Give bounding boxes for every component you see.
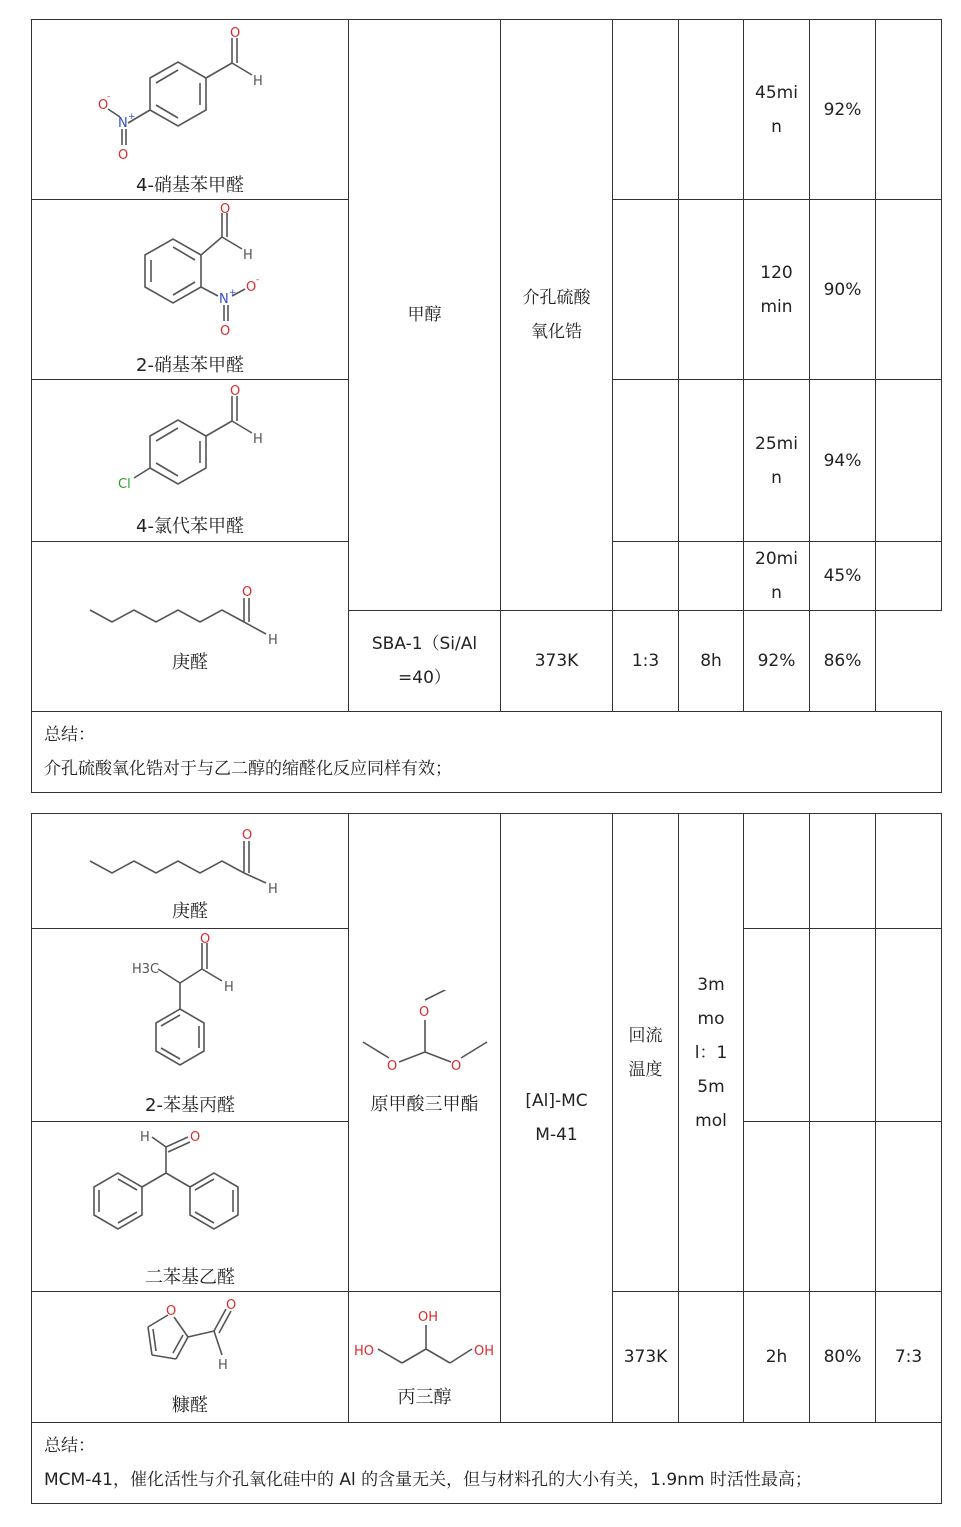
time-cell: 20min: [744, 542, 810, 611]
selectivity-cell: [876, 929, 942, 1122]
svg-text:O: O: [118, 147, 129, 163]
reagent-name: 丙三醇: [397, 1387, 452, 1408]
heptanal-structure: [80, 580, 300, 650]
reagent-cell: [349, 1292, 501, 1423]
selectivity-cell: [876, 814, 942, 929]
svg-text:O: O: [226, 1298, 237, 1313]
time-cell: 2h: [744, 1292, 810, 1423]
svg-text:O: O: [220, 323, 231, 339]
compound-name: 庚醛: [172, 901, 208, 922]
trimethyl-orthoformate-structure: [355, 990, 495, 1080]
svg-text:H: H: [268, 632, 278, 648]
table-1: [31, 19, 942, 793]
svg-text:H: H: [253, 431, 263, 447]
compound-cell: [32, 1122, 349, 1292]
diphenylacetaldehyde-structure: [90, 1125, 290, 1265]
time-cell: 120 min: [744, 200, 810, 380]
reagent-cell: [349, 814, 501, 1292]
compound-cell: [32, 1292, 349, 1423]
svg-text:H: H: [268, 882, 278, 897]
temp-cell: 373K: [501, 611, 613, 712]
compound-name: 2-苯基丙醛: [145, 1095, 235, 1116]
summary-text: MCM-41，催化活性与介孔氧化硅中的 Al 的含量无关，但与材料孔的大小有关，1.9nm 时活性最高；: [44, 1470, 812, 1490]
selectivity-cell: [876, 20, 942, 200]
yield-cell: [810, 814, 876, 929]
temp-cell: [613, 200, 679, 380]
yield-cell: [810, 1122, 876, 1292]
ratio-cell: [679, 200, 744, 380]
compound-cell: [32, 929, 349, 1122]
svg-text:O: O: [246, 279, 257, 295]
compound-name: 糠醛: [172, 1395, 208, 1416]
svg-text:H: H: [140, 1129, 150, 1145]
yield-cell: 80%: [810, 1292, 876, 1423]
compound-cell: [32, 814, 349, 929]
heptanal-structure: [80, 819, 300, 899]
svg-text:H: H: [224, 980, 234, 995]
temp-cell: [613, 542, 679, 611]
summary-row: [32, 1423, 942, 1504]
time-cell: [744, 814, 810, 929]
compound-cell: [32, 380, 349, 542]
compound-cell: [32, 542, 349, 712]
svg-text:-: -: [256, 274, 260, 285]
summary-cell: [32, 712, 942, 793]
compound-cell: [32, 200, 349, 380]
2-nitrobenzaldehyde-structure: [90, 203, 290, 353]
reagent-name: 原甲酸三甲酯: [370, 1093, 479, 1115]
furfural-structure: [90, 1297, 290, 1393]
time-cell: 25min: [744, 380, 810, 542]
ratio-cell: [679, 20, 744, 200]
svg-text:H: H: [218, 1358, 228, 1373]
yield-cell: 92%: [810, 20, 876, 200]
svg-text:O: O: [200, 933, 211, 947]
svg-text:O: O: [166, 1304, 177, 1319]
ratio-cell: [679, 380, 744, 542]
time-cell: 8h: [679, 611, 744, 712]
summary-title: 总结：: [44, 1436, 95, 1456]
yield-cell: [810, 929, 876, 1122]
svg-text:O: O: [450, 1058, 461, 1074]
svg-text:H: H: [243, 247, 253, 263]
catalyst-cell: SBA-1（Si/Al=40）: [349, 611, 501, 712]
catalyst-cell: 介孔硫酸氧化锆: [501, 20, 613, 611]
svg-text:N: N: [219, 291, 229, 307]
selectivity-cell: 86%: [810, 611, 876, 712]
svg-text:O: O: [242, 828, 253, 843]
table-row: [32, 814, 942, 929]
temp-cell: 回流温度: [613, 814, 679, 1292]
svg-text:O: O: [98, 97, 109, 113]
temp-cell: [613, 20, 679, 200]
table-2: [31, 813, 942, 1504]
temp-cell: 373K: [613, 1292, 679, 1423]
compound-name: 4-硝基苯甲醛: [136, 174, 244, 196]
time-cell: [744, 929, 810, 1122]
time-cell: [744, 1122, 810, 1292]
svg-text:H3C: H3C: [132, 962, 160, 977]
svg-text:O: O: [242, 584, 253, 600]
ratio-cell: 3mmol：15mmol: [679, 814, 744, 1292]
2-phenylpropanal-structure: [90, 933, 290, 1093]
catalyst-cell: [Al]-MCM-41: [501, 814, 613, 1423]
compound-cell: [32, 20, 349, 200]
ratio-cell: 1:3: [613, 611, 679, 712]
svg-text:+: +: [229, 287, 237, 298]
4-nitrobenzaldehyde-structure: [90, 23, 290, 173]
yield-cell: 45%: [810, 542, 876, 611]
svg-text:O: O: [230, 25, 241, 41]
svg-text:OH: OH: [473, 1344, 494, 1359]
svg-text:O: O: [220, 202, 231, 217]
svg-text:HO: HO: [353, 1344, 374, 1359]
selectivity-cell: [876, 1122, 942, 1292]
selectivity-cell: [876, 542, 942, 611]
temp-cell: [613, 380, 679, 542]
svg-text:-: -: [107, 91, 111, 102]
svg-text:H: H: [253, 73, 263, 89]
compound-name: 二苯基乙醛: [145, 1266, 235, 1288]
yield-cell: 90%: [810, 200, 876, 380]
compound-name: 庚醛: [172, 651, 208, 673]
summary-title: 总结：: [44, 725, 95, 745]
svg-text:O: O: [230, 383, 241, 399]
summary-row: [32, 712, 942, 793]
glycerol-structure: [350, 1305, 500, 1385]
selectivity-cell: [876, 380, 942, 542]
yield-cell: 94%: [810, 380, 876, 542]
svg-text:O: O: [386, 1058, 397, 1074]
compound-name: 4-氯代苯甲醛: [136, 515, 244, 537]
svg-text:+: +: [128, 111, 136, 122]
svg-text:O: O: [418, 1004, 429, 1020]
selectivity-cell: [876, 200, 942, 380]
4-chlorobenzaldehyde-structure: [90, 384, 290, 514]
summary-text: 介孔硫酸氧化锆对于与乙二醇的缩醛化反应同样有效；: [44, 759, 452, 779]
ratio-cell: [679, 1292, 744, 1423]
selectivity-cell: 7:3: [876, 1292, 942, 1423]
table-row: [32, 20, 942, 200]
compound-name: 2-硝基苯甲醛: [136, 354, 244, 376]
svg-text:Cl: Cl: [118, 476, 131, 492]
ratio-cell: [679, 542, 744, 611]
yield-cell: 92%: [744, 611, 810, 712]
svg-text:N: N: [118, 115, 128, 131]
summary-cell: [32, 1423, 942, 1504]
time-cell: 45min: [744, 20, 810, 200]
table-row: [32, 1292, 942, 1423]
reagent-cell: 甲醇: [349, 20, 501, 611]
svg-text:OH: OH: [417, 1310, 438, 1325]
svg-text:O: O: [190, 1129, 201, 1145]
